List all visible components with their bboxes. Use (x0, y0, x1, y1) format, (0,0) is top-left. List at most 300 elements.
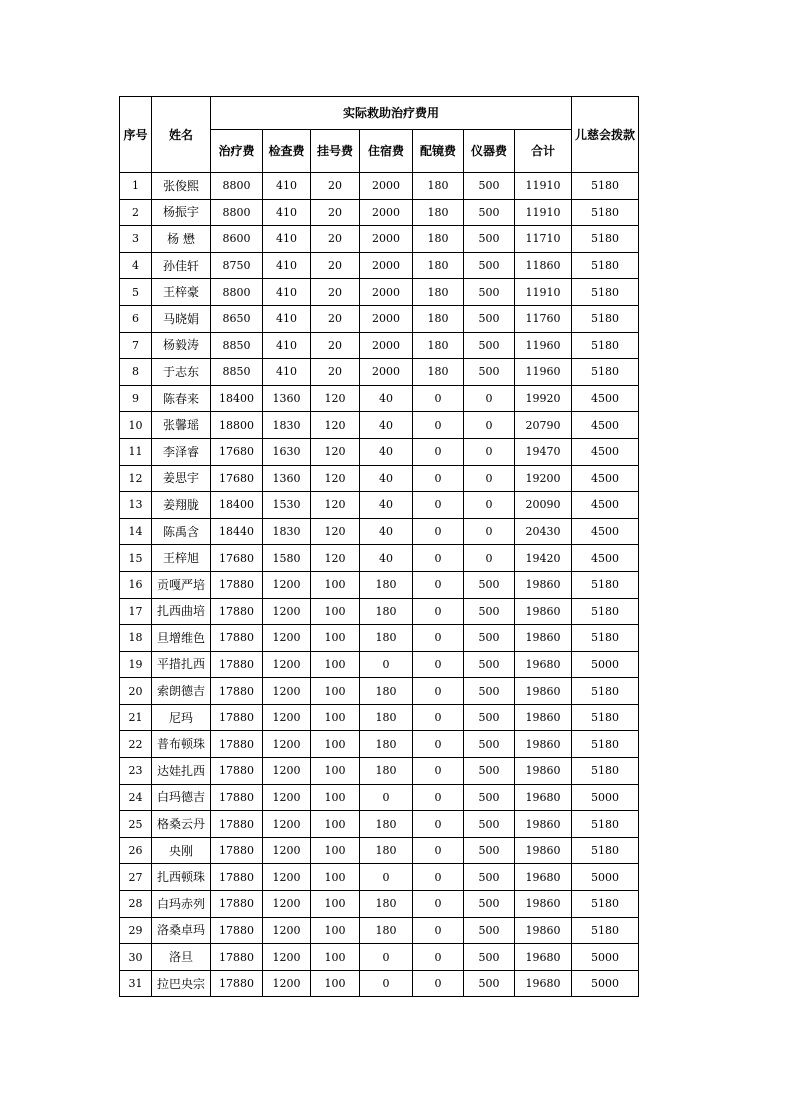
cell-index: 29 (120, 917, 152, 944)
cell-lodging: 180 (360, 678, 413, 705)
cell-glasses: 0 (413, 625, 464, 652)
cell-glasses: 0 (413, 385, 464, 412)
cell-exam: 410 (263, 226, 311, 253)
header-lodging-fee: 住宿费 (360, 130, 413, 173)
cell-index: 9 (120, 385, 152, 412)
cell-grant: 5180 (572, 571, 639, 598)
cell-name: 贡嘎严培 (152, 571, 211, 598)
cell-index: 10 (120, 412, 152, 439)
cell-instrument: 500 (464, 173, 515, 200)
cell-lodging: 40 (360, 465, 413, 492)
cell-index: 16 (120, 571, 152, 598)
cell-instrument: 500 (464, 252, 515, 279)
table-row (120, 465, 639, 492)
cell-exam: 1200 (263, 731, 311, 758)
cell-exam: 1200 (263, 970, 311, 997)
cell-lodging: 40 (360, 518, 413, 545)
cell-index: 18 (120, 625, 152, 652)
cell-glasses: 0 (413, 891, 464, 918)
cell-grant: 5180 (572, 252, 639, 279)
table-row (120, 864, 639, 891)
cell-index: 25 (120, 811, 152, 838)
cell-exam: 1200 (263, 625, 311, 652)
cell-index: 23 (120, 758, 152, 785)
cell-name: 王梓豪 (152, 279, 211, 306)
cell-total: 19860 (515, 811, 572, 838)
cell-glasses: 0 (413, 465, 464, 492)
cell-exam: 1200 (263, 917, 311, 944)
cell-grant: 4500 (572, 492, 639, 519)
table-row (120, 199, 639, 226)
cell-treatment: 8800 (211, 279, 263, 306)
cell-registration: 20 (311, 279, 360, 306)
cell-glasses: 0 (413, 678, 464, 705)
cell-total: 11860 (515, 252, 572, 279)
cell-instrument: 500 (464, 970, 515, 997)
cell-registration: 100 (311, 811, 360, 838)
cell-lodging: 180 (360, 598, 413, 625)
cell-total: 19860 (515, 891, 572, 918)
cell-grant: 5000 (572, 970, 639, 997)
cell-treatment: 17880 (211, 784, 263, 811)
cell-exam: 1200 (263, 944, 311, 971)
cell-treatment: 17880 (211, 758, 263, 785)
cell-registration: 20 (311, 226, 360, 253)
cell-name: 白玛赤列 (152, 891, 211, 918)
cell-total: 19860 (515, 837, 572, 864)
cell-grant: 5000 (572, 864, 639, 891)
cell-name: 格桑云丹 (152, 811, 211, 838)
cell-total: 19860 (515, 758, 572, 785)
cell-instrument: 500 (464, 226, 515, 253)
table-row (120, 279, 639, 306)
cell-name: 马晓娟 (152, 305, 211, 332)
cell-total: 11960 (515, 359, 572, 386)
cell-glasses: 0 (413, 438, 464, 465)
cell-glasses: 180 (413, 279, 464, 306)
cell-instrument: 0 (464, 385, 515, 412)
table-row (120, 837, 639, 864)
cell-registration: 100 (311, 731, 360, 758)
cell-exam: 410 (263, 252, 311, 279)
cell-total: 19680 (515, 784, 572, 811)
cell-name: 洛旦 (152, 944, 211, 971)
cell-lodging: 180 (360, 571, 413, 598)
header-exam-fee: 检查费 (263, 130, 311, 173)
cell-registration: 100 (311, 864, 360, 891)
cell-treatment: 8750 (211, 252, 263, 279)
cell-exam: 1200 (263, 651, 311, 678)
cell-grant: 5180 (572, 678, 639, 705)
cell-name: 王梓旭 (152, 545, 211, 572)
cell-glasses: 0 (413, 571, 464, 598)
cell-treatment: 8850 (211, 359, 263, 386)
cell-lodging: 2000 (360, 305, 413, 332)
cell-index: 22 (120, 731, 152, 758)
header-total: 合计 (515, 130, 572, 173)
table-row (120, 359, 639, 386)
table-row (120, 412, 639, 439)
cell-registration: 100 (311, 678, 360, 705)
cell-grant: 5180 (572, 173, 639, 200)
cell-treatment: 17880 (211, 944, 263, 971)
cell-treatment: 17880 (211, 678, 263, 705)
cell-instrument: 500 (464, 598, 515, 625)
cell-grant: 5180 (572, 226, 639, 253)
cell-total: 19860 (515, 625, 572, 652)
cell-registration: 100 (311, 625, 360, 652)
cell-instrument: 0 (464, 438, 515, 465)
cell-instrument: 500 (464, 571, 515, 598)
cell-exam: 1630 (263, 438, 311, 465)
cell-exam: 410 (263, 279, 311, 306)
cell-total: 19680 (515, 970, 572, 997)
cell-lodging: 40 (360, 545, 413, 572)
cell-registration: 100 (311, 758, 360, 785)
cell-glasses: 0 (413, 837, 464, 864)
table-row (120, 704, 639, 731)
cell-index: 13 (120, 492, 152, 519)
cell-glasses: 180 (413, 252, 464, 279)
cell-lodging: 2000 (360, 226, 413, 253)
cell-registration: 100 (311, 704, 360, 731)
table-row (120, 944, 639, 971)
cell-exam: 1200 (263, 891, 311, 918)
cell-index: 5 (120, 279, 152, 306)
header-name: 姓名 (152, 97, 211, 173)
cell-index: 3 (120, 226, 152, 253)
cell-grant: 5180 (572, 731, 639, 758)
cell-exam: 1200 (263, 758, 311, 785)
cell-lodging: 0 (360, 784, 413, 811)
table-row (120, 545, 639, 572)
cell-treatment: 8650 (211, 305, 263, 332)
cell-instrument: 500 (464, 678, 515, 705)
cell-total: 11710 (515, 226, 572, 253)
cell-grant: 4500 (572, 412, 639, 439)
cell-glasses: 0 (413, 784, 464, 811)
table-row (120, 492, 639, 519)
cell-total: 19860 (515, 704, 572, 731)
cell-registration: 20 (311, 305, 360, 332)
cell-treatment: 18400 (211, 385, 263, 412)
table-row (120, 385, 639, 412)
cell-treatment: 17680 (211, 545, 263, 572)
cell-instrument: 0 (464, 412, 515, 439)
cell-glasses: 180 (413, 305, 464, 332)
cell-registration: 120 (311, 412, 360, 439)
cell-name: 陈禹含 (152, 518, 211, 545)
cell-registration: 120 (311, 518, 360, 545)
cell-grant: 5000 (572, 944, 639, 971)
cell-registration: 100 (311, 970, 360, 997)
cell-glasses: 0 (413, 545, 464, 572)
cell-treatment: 18800 (211, 412, 263, 439)
table-row (120, 173, 639, 200)
cell-glasses: 0 (413, 492, 464, 519)
cell-grant: 5180 (572, 598, 639, 625)
cell-lodging: 0 (360, 944, 413, 971)
cell-instrument: 500 (464, 625, 515, 652)
cell-grant: 5180 (572, 917, 639, 944)
cell-treatment: 17880 (211, 704, 263, 731)
table-row (120, 518, 639, 545)
cell-registration: 100 (311, 837, 360, 864)
cell-treatment: 17880 (211, 864, 263, 891)
table-row (120, 252, 639, 279)
cell-treatment: 18400 (211, 492, 263, 519)
table-row (120, 678, 639, 705)
table-row (120, 226, 639, 253)
cell-exam: 1200 (263, 784, 311, 811)
cell-glasses: 0 (413, 704, 464, 731)
cell-registration: 20 (311, 252, 360, 279)
cell-glasses: 0 (413, 412, 464, 439)
cell-lodging: 0 (360, 970, 413, 997)
cell-registration: 100 (311, 784, 360, 811)
cell-treatment: 17880 (211, 731, 263, 758)
cell-instrument: 500 (464, 305, 515, 332)
cell-lodging: 180 (360, 891, 413, 918)
cell-total: 19920 (515, 385, 572, 412)
cell-instrument: 500 (464, 279, 515, 306)
cell-index: 30 (120, 944, 152, 971)
cell-grant: 4500 (572, 518, 639, 545)
table-row (120, 598, 639, 625)
cell-total: 11960 (515, 332, 572, 359)
cell-grant: 5180 (572, 891, 639, 918)
table-row (120, 438, 639, 465)
table-row (120, 891, 639, 918)
cell-lodging: 180 (360, 811, 413, 838)
cell-index: 17 (120, 598, 152, 625)
cell-index: 19 (120, 651, 152, 678)
cell-glasses: 0 (413, 811, 464, 838)
cell-total: 19420 (515, 545, 572, 572)
table-row (120, 758, 639, 785)
cell-total: 11760 (515, 305, 572, 332)
table-row (120, 784, 639, 811)
cell-lodging: 180 (360, 837, 413, 864)
cell-total: 11910 (515, 173, 572, 200)
cell-exam: 410 (263, 173, 311, 200)
cell-registration: 20 (311, 173, 360, 200)
cell-lodging: 180 (360, 704, 413, 731)
cell-exam: 1200 (263, 704, 311, 731)
cell-treatment: 17680 (211, 438, 263, 465)
cell-glasses: 180 (413, 173, 464, 200)
cell-instrument: 500 (464, 811, 515, 838)
cell-lodging: 40 (360, 438, 413, 465)
cell-index: 14 (120, 518, 152, 545)
cell-exam: 1200 (263, 571, 311, 598)
cell-treatment: 8850 (211, 332, 263, 359)
header-foundation-grant: 儿慈会拨款 (572, 97, 639, 173)
cell-exam: 410 (263, 359, 311, 386)
cell-grant: 5180 (572, 332, 639, 359)
cell-exam: 1360 (263, 465, 311, 492)
cell-grant: 5180 (572, 305, 639, 332)
cell-exam: 1200 (263, 811, 311, 838)
cell-treatment: 17880 (211, 837, 263, 864)
cell-index: 15 (120, 545, 152, 572)
cell-grant: 5000 (572, 651, 639, 678)
cell-grant: 5180 (572, 359, 639, 386)
cell-name: 张俊熙 (152, 173, 211, 200)
cell-grant: 5180 (572, 199, 639, 226)
cell-treatment: 17880 (211, 651, 263, 678)
table-row (120, 917, 639, 944)
cell-name: 杨振宇 (152, 199, 211, 226)
cell-index: 24 (120, 784, 152, 811)
cell-registration: 100 (311, 651, 360, 678)
cell-name: 李泽睿 (152, 438, 211, 465)
cell-lodging: 2000 (360, 199, 413, 226)
header-registration-fee: 挂号费 (311, 130, 360, 173)
cell-total: 19860 (515, 598, 572, 625)
cell-exam: 410 (263, 199, 311, 226)
cell-instrument: 0 (464, 465, 515, 492)
cell-glasses: 0 (413, 731, 464, 758)
cell-index: 21 (120, 704, 152, 731)
cell-registration: 120 (311, 465, 360, 492)
cell-instrument: 500 (464, 704, 515, 731)
cell-registration: 20 (311, 199, 360, 226)
cell-index: 11 (120, 438, 152, 465)
cell-index: 8 (120, 359, 152, 386)
cell-name: 杨毅涛 (152, 332, 211, 359)
cell-registration: 100 (311, 944, 360, 971)
cell-glasses: 0 (413, 651, 464, 678)
cell-instrument: 500 (464, 891, 515, 918)
cell-name: 旦增维色 (152, 625, 211, 652)
cell-exam: 1830 (263, 412, 311, 439)
table-row (120, 651, 639, 678)
cell-index: 26 (120, 837, 152, 864)
cell-treatment: 17880 (211, 811, 263, 838)
cell-grant: 5180 (572, 837, 639, 864)
header-index: 序号 (120, 97, 152, 173)
cell-registration: 100 (311, 598, 360, 625)
cell-treatment: 17880 (211, 571, 263, 598)
cell-name: 拉巴央宗 (152, 970, 211, 997)
cell-name: 扎西曲培 (152, 598, 211, 625)
cell-grant: 5180 (572, 758, 639, 785)
cell-exam: 1200 (263, 598, 311, 625)
cell-glasses: 180 (413, 199, 464, 226)
cell-index: 4 (120, 252, 152, 279)
cell-index: 7 (120, 332, 152, 359)
cell-treatment: 8800 (211, 173, 263, 200)
cell-instrument: 0 (464, 492, 515, 519)
cell-name: 索朗德吉 (152, 678, 211, 705)
cell-registration: 120 (311, 545, 360, 572)
cell-name: 杨 懋 (152, 226, 211, 253)
cell-total: 19860 (515, 571, 572, 598)
cell-index: 2 (120, 199, 152, 226)
cell-name: 姜翔胧 (152, 492, 211, 519)
cell-grant: 4500 (572, 438, 639, 465)
cell-treatment: 17880 (211, 917, 263, 944)
cell-exam: 1200 (263, 837, 311, 864)
cell-lodging: 40 (360, 412, 413, 439)
cell-index: 28 (120, 891, 152, 918)
cell-glasses: 0 (413, 758, 464, 785)
cell-total: 19860 (515, 731, 572, 758)
cell-total: 19680 (515, 944, 572, 971)
cell-treatment: 17880 (211, 625, 263, 652)
cell-lodging: 2000 (360, 252, 413, 279)
cell-exam: 1360 (263, 385, 311, 412)
cell-lodging: 180 (360, 731, 413, 758)
cell-glasses: 0 (413, 598, 464, 625)
cell-glasses: 0 (413, 864, 464, 891)
cell-lodging: 2000 (360, 332, 413, 359)
cell-index: 12 (120, 465, 152, 492)
cell-treatment: 8600 (211, 226, 263, 253)
cell-name: 于志东 (152, 359, 211, 386)
cell-total: 19860 (515, 917, 572, 944)
cell-instrument: 500 (464, 332, 515, 359)
cell-total: 19200 (515, 465, 572, 492)
cell-registration: 120 (311, 385, 360, 412)
cell-lodging: 180 (360, 625, 413, 652)
cell-instrument: 500 (464, 359, 515, 386)
cell-grant: 5180 (572, 811, 639, 838)
cell-grant: 5180 (572, 279, 639, 306)
header-treatment-fee: 治疗费 (211, 130, 263, 173)
table-row (120, 571, 639, 598)
cell-grant: 4500 (572, 545, 639, 572)
table-body (120, 173, 639, 997)
table-row (120, 332, 639, 359)
cell-exam: 1200 (263, 864, 311, 891)
cell-index: 1 (120, 173, 152, 200)
cell-total: 11910 (515, 199, 572, 226)
cell-total: 20790 (515, 412, 572, 439)
cell-total: 11910 (515, 279, 572, 306)
cell-name: 洛桑卓玛 (152, 917, 211, 944)
table-row (120, 970, 639, 997)
cell-grant: 5180 (572, 704, 639, 731)
cell-registration: 100 (311, 917, 360, 944)
cell-total: 20090 (515, 492, 572, 519)
cell-name: 普布顿珠 (152, 731, 211, 758)
cell-name: 尼玛 (152, 704, 211, 731)
cell-total: 19470 (515, 438, 572, 465)
cell-name: 姜思宇 (152, 465, 211, 492)
cell-treatment: 17680 (211, 465, 263, 492)
cell-glasses: 0 (413, 970, 464, 997)
cell-treatment: 17880 (211, 970, 263, 997)
cell-glasses: 0 (413, 518, 464, 545)
cell-instrument: 0 (464, 545, 515, 572)
cell-lodging: 2000 (360, 279, 413, 306)
header-instrument-fee: 仪器费 (464, 130, 515, 173)
cell-grant: 5000 (572, 784, 639, 811)
table-row (120, 731, 639, 758)
cell-name: 孙佳轩 (152, 252, 211, 279)
cell-registration: 120 (311, 438, 360, 465)
cell-total: 19680 (515, 864, 572, 891)
cell-name: 平措扎西 (152, 651, 211, 678)
cell-index: 27 (120, 864, 152, 891)
cell-treatment: 18440 (211, 518, 263, 545)
aid-cost-table (119, 96, 639, 997)
table-row (120, 625, 639, 652)
cell-lodging: 0 (360, 864, 413, 891)
header-glasses-fee: 配镜费 (413, 130, 464, 173)
